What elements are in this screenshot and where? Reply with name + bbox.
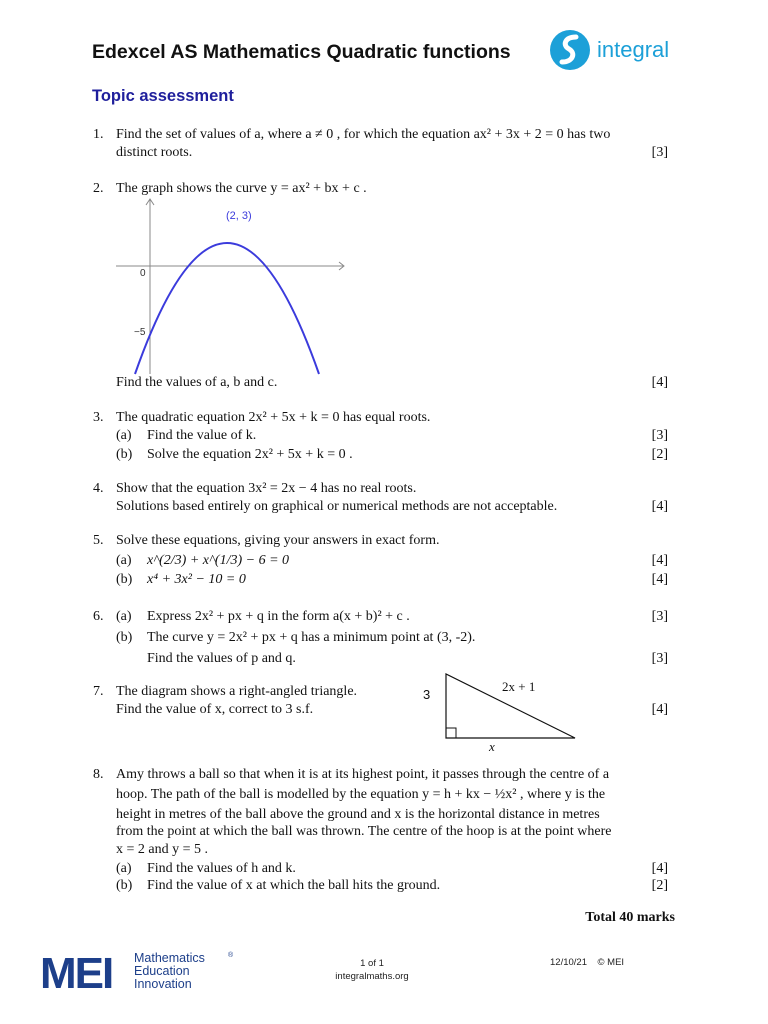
subpart-label: (b) — [116, 630, 133, 645]
subpart-b — [116, 877, 440, 895]
subpart-b — [116, 571, 246, 589]
question-number: 7. — [93, 684, 104, 699]
question-text: Find the value of x, correct to 3 s.f. — [116, 702, 314, 717]
side-label-vertical: 3 — [423, 687, 431, 702]
question-text: Find the values of a, b and c. — [116, 375, 278, 390]
question-text: The quadratic equation 2x² + 5x + k = 0 has equal roots. — [116, 410, 431, 425]
marks: [3] — [651, 651, 668, 666]
question-text: x = 2 and y = 5 . — [116, 842, 209, 857]
origin-label: 0 — [140, 268, 146, 279]
right-triangle-diagram — [420, 670, 590, 754]
question-1 — [0, 126, 768, 166]
subpart-a — [116, 860, 296, 878]
side-label-hypotenuse: 2x + 1 — [502, 679, 536, 694]
marks: [3] — [651, 428, 668, 443]
parabola-curve — [135, 243, 319, 374]
subpart-text: Express 2x² + px + q in the form a(x + b)² + c . — [147, 609, 410, 624]
question-text: The diagram shows a right-angled triangle. — [116, 684, 358, 699]
subpart-text: Find the values of p and q. — [147, 651, 296, 666]
question-number: 6. — [93, 609, 104, 624]
page-title: Edexcel AS Mathematics Quadratic functions — [92, 41, 511, 63]
marks: [4] — [651, 375, 668, 390]
subpart-a — [116, 552, 289, 570]
section-heading: Topic assessment — [92, 87, 234, 105]
question-3 — [0, 409, 768, 469]
subpart-label: (b) — [116, 878, 133, 893]
page-number: 1 of 1 — [360, 958, 384, 969]
question-text: Amy throws a ball so that when it is at its highest point, it passes through the centre of a — [116, 767, 610, 782]
marks: [4] — [651, 499, 668, 514]
subpart-label: (b) — [116, 447, 133, 462]
question-8 — [0, 766, 768, 896]
question-7 — [0, 683, 768, 723]
question-text: height in metres of the ball above the ground and x is the horizontal distance in metres — [116, 807, 600, 822]
subpart-a — [116, 608, 410, 626]
subpart-a — [116, 427, 256, 445]
right-angle-marker-icon — [446, 728, 456, 738]
integral-logo-text: integral — [597, 37, 670, 62]
question-text: Solutions based entirely on graphical or numerical methods are not acceptable. — [116, 499, 558, 514]
footer-right — [550, 957, 624, 968]
question-text: distinct roots. — [116, 145, 193, 160]
vertex-label: (2, 3) — [226, 210, 252, 222]
subpart-label: (b) — [116, 572, 133, 587]
question-text: Find the set of values of a, where a ≠ 0 , for which the equation ax² + 3x + 2 = 0 has two — [116, 127, 611, 142]
marks: [2] — [651, 878, 668, 893]
footer-center — [322, 957, 422, 983]
subpart-text: Solve the equation 2x² + 5x + k = 0 . — [147, 447, 353, 462]
question-5 — [0, 532, 768, 592]
equation: x⁴ + 3x² − 10 = 0 — [147, 572, 246, 587]
equation: x^(2/3) + x^(1/3) − 6 = 0 — [147, 553, 290, 568]
mei-line-1: Mathematics — [134, 951, 205, 965]
integral-logo — [549, 28, 699, 72]
question-text: from the point at which the ball was thrown. The centre of the hoop is at the point where — [116, 824, 612, 839]
question-4 — [0, 480, 768, 520]
subpart-b — [116, 629, 475, 647]
question-text: Show that the equation 3x² = 2x − 4 has no real roots. — [116, 481, 417, 496]
marks: [3] — [651, 145, 668, 160]
mei-registered-mark: ® — [228, 952, 234, 959]
marks: [4] — [651, 553, 668, 568]
mei-line-3: Innovation — [134, 977, 192, 991]
question-number: 5. — [93, 533, 104, 548]
question-text: Solve these equations, giving your answers in exact form. — [116, 533, 440, 548]
total-marks: Total 40 marks — [585, 910, 675, 925]
question-number: 3. — [93, 410, 104, 425]
question-number: 1. — [93, 127, 104, 142]
marks: [4] — [651, 702, 668, 717]
mei-line-2: Education — [134, 964, 190, 978]
subpart-text: The curve y = 2x² + px + q has a minimum point at (3, -2). — [147, 630, 476, 645]
question-text: hoop. The path of the ball is modelled by the equation y = h + kx − ½x² , where y is the — [116, 787, 606, 802]
question-number: 4. — [93, 481, 104, 496]
marks: [3] — [651, 609, 668, 624]
footer-copyright: © MEI — [597, 957, 625, 968]
footer-date: 12/10/21 — [550, 957, 587, 968]
question-number: 8. — [93, 767, 104, 782]
parabola-graph — [113, 196, 353, 376]
marks: [4] — [651, 572, 668, 587]
subpart-b — [116, 446, 353, 464]
subpart-text: Find the value of x at which the ball hits the ground. — [147, 878, 441, 893]
marks: [2] — [651, 447, 668, 462]
subpart-label: (a) — [116, 553, 132, 568]
mei-logo-mark: MEI — [40, 949, 113, 993]
question-number: 2. — [93, 181, 104, 196]
subpart-text: Find the value of k. — [147, 428, 257, 443]
subpart-label: (a) — [116, 428, 132, 443]
question-text: The graph shows the curve y = ax² + bx + c . — [116, 181, 367, 196]
subpart-label: (a) — [116, 861, 132, 876]
mei-logo — [40, 948, 240, 993]
marks: [4] — [651, 861, 668, 876]
question-6 — [0, 608, 768, 670]
side-label-base: x — [489, 739, 495, 754]
y-intercept-label: −5 — [134, 327, 146, 338]
subpart-label: (a) — [116, 609, 132, 624]
website-link[interactable]: integralmaths.org — [335, 971, 409, 982]
subpart-text: Find the values of h and k. — [147, 861, 296, 876]
